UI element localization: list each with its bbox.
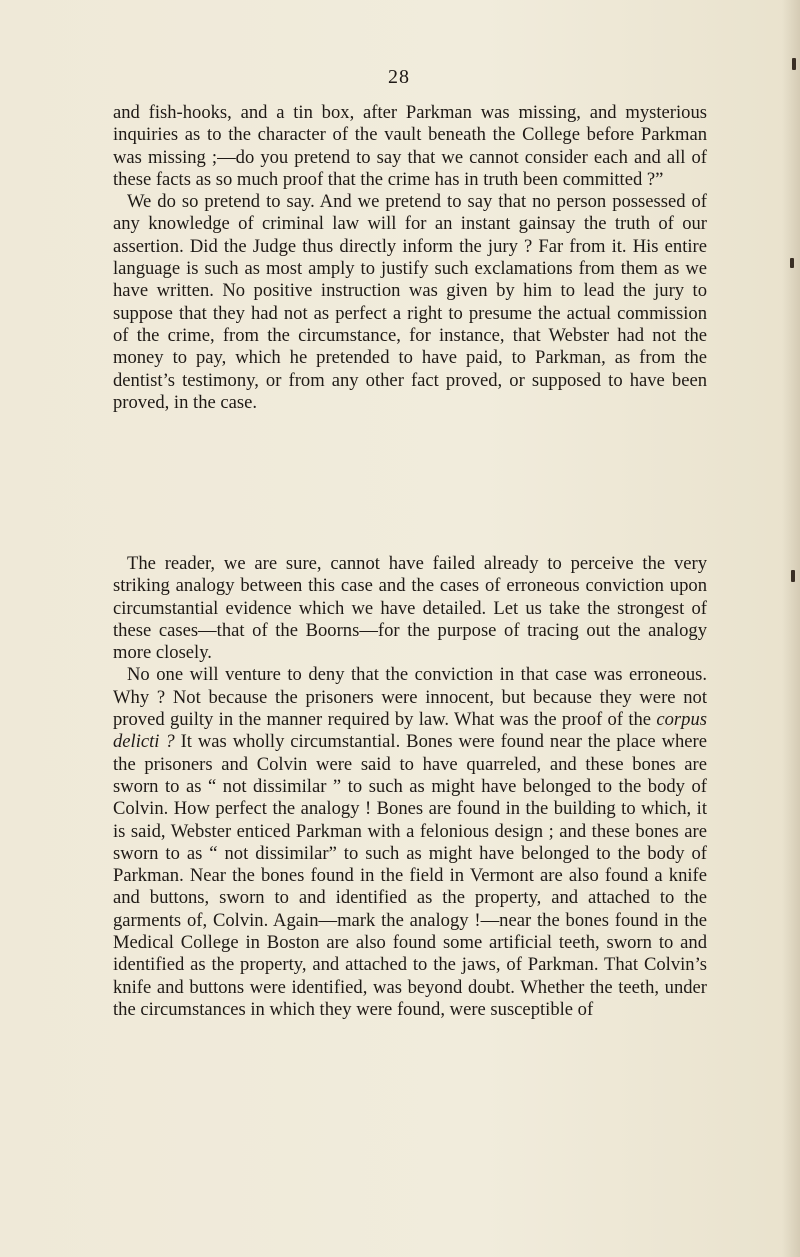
- page-number: 28: [388, 66, 410, 88]
- corpus-delicti-italic: corpus delicti ?: [113, 709, 707, 753]
- text-block-lower: [113, 553, 707, 1021]
- paragraph-analogy: The reader, we are sure, cannot have failed already to perceive the very striking analogy between this case and the cases of erroneous conviction upon circumstantial evidence which we have detailed. Let us take the strongest of these cases—that of the Boorns—for the purpose of tracing out the analogy more closely.: [113, 553, 707, 664]
- text-block-upper: [113, 102, 707, 414]
- margin-mark-middle: [790, 258, 794, 268]
- boorns-text-a: No one will venture to deny that the conviction in that case was erroneous. Why ? Not because the prisoners were innocent, but because they were not proved guilty in the manner required by law. What was the proof of the: [113, 664, 707, 731]
- paragraph-boorns: [113, 664, 707, 1021]
- page-edge-shadow: [782, 0, 800, 1257]
- paragraph-continuation: and fish-hooks, and a tin box, after Parkman was missing, and mysterious inquiries as to the character of the vault beneath the College before Parkman was missing ;—do you pretend to say that we cannot consider each and all of these facts as so much proof that the crime has in truth been committed ?”: [113, 102, 707, 190]
- boorns-text-b: It was wholly circumstantial. Bones were found near the place where the prisoners and Colvin were said to have quarreled, and these bones are sworn to as “ not dissimilar ” to such as might have belonged to the body of Colvin. How perfect the analogy ! Bones are found in the building to which, it is said, Webster enticed Parkman with a felonious design ; and these bones are sworn to as “ not dissimilar” to such as might have belonged to the body of Parkman. Near the bones found in the field in Vermont are also found a knife and buttons, sworn to and identified as the property, and attached to the garments of, Colvin. Again—mark the analogy !—near the bones found in the Medical College in Boston are also found some artificial teeth, sworn to and identified as the property, and attached to the jaws, of Parkman. That Colvin’s knife and buttons were identified, was beyond doubt. Whether the teeth, under the circumstances in which they were found, were susceptible of: [113, 731, 707, 1020]
- margin-mark-lower: [791, 570, 795, 582]
- margin-mark-top: [792, 58, 796, 70]
- paragraph-judge: We do so pretend to say. And we pretend to say that no person possessed of any knowledge of criminal law will for an instant gainsay the truth of our assertion. Did the Judge thus directly inform the jury ? Far from it. His entire language is such as most amply to justify such exclamations from them as we have written. No positive instruction was given by him to lead the jury to suppose that they had not as perfect a right to presume the actual commission of the crime, from the circumstance, for instance, that Webster had not the money to pay, which he pretended to have paid, to Parkman, as from the dentist’s testimony, or from any other fact proved, or supposed to have been proved, in the case.: [113, 191, 707, 413]
